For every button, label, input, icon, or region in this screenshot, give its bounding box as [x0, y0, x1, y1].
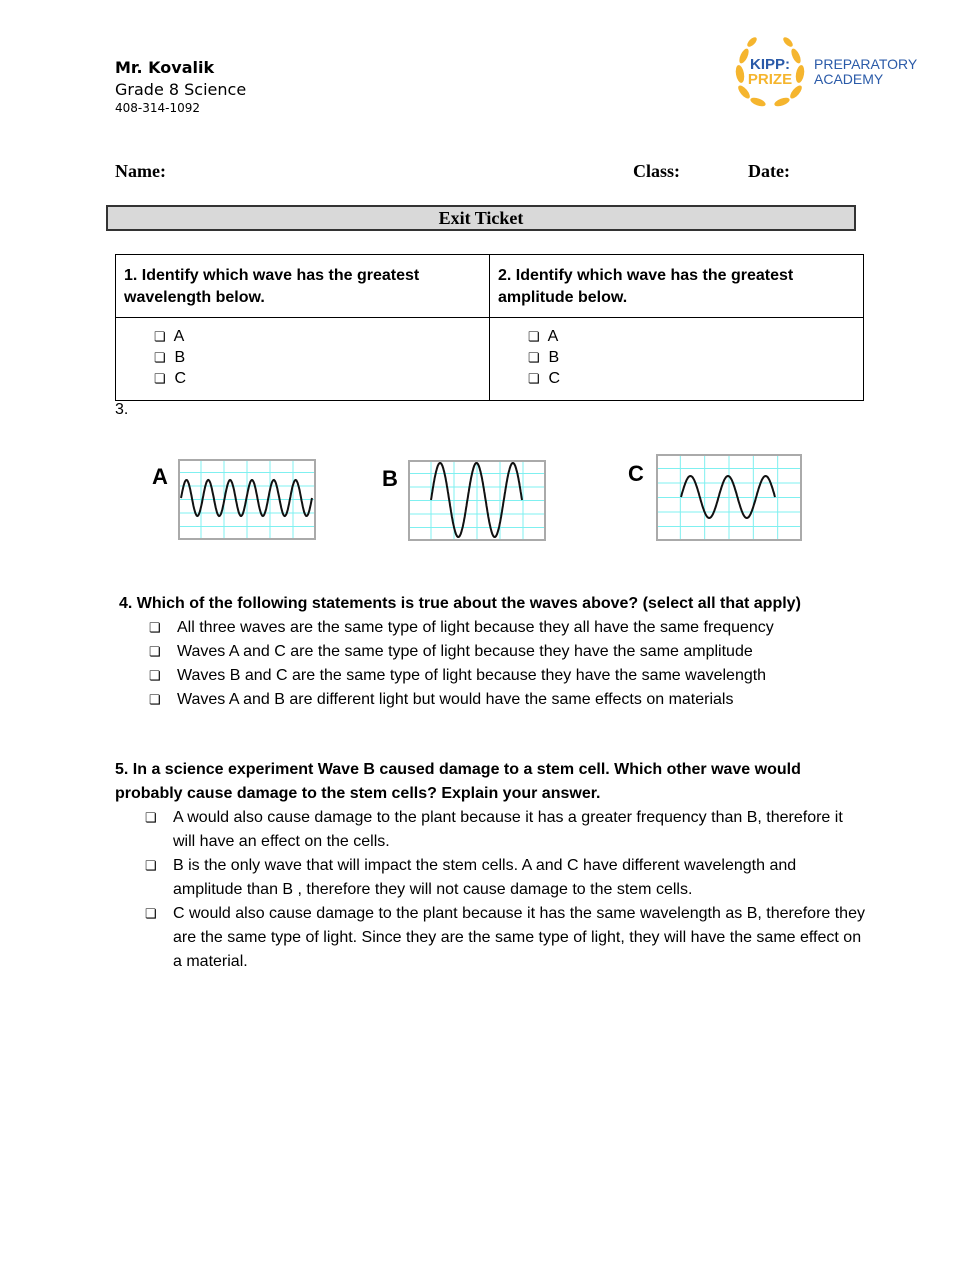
- question-3-number: 3.: [115, 401, 129, 418]
- question-5: [115, 758, 865, 974]
- option-label: A: [173, 328, 185, 345]
- checkbox-icon[interactable]: ❏: [154, 350, 166, 365]
- option-text: Waves A and C are the same type of light because they have the same amplitude: [177, 643, 753, 660]
- q1-option-b[interactable]: [124, 347, 481, 368]
- q4-option-4[interactable]: [119, 688, 801, 712]
- svg-text:PREPARATORY: PREPARATORY: [814, 56, 918, 72]
- option-text: A would also cause damage to the plant because it has a greater frequency than B, therefore it will have an effect on the cells.: [173, 809, 843, 850]
- teacher-info: [115, 58, 246, 115]
- checkbox-icon[interactable]: ❏: [528, 350, 540, 365]
- date-label: Date:: [748, 161, 790, 181]
- q1-option-c[interactable]: [124, 368, 481, 389]
- course-name: Grade 8 Science: [115, 80, 247, 99]
- questions-table: [115, 254, 864, 401]
- checkbox-icon[interactable]: ❏: [149, 668, 161, 683]
- wave-c-label: C: [628, 461, 644, 486]
- q4-option-1[interactable]: [119, 616, 801, 640]
- option-text: C would also cause damage to the plant because it has the same wavelength as B, therefore they are the same type of light. Since they are the same type of light, they will have the same effect on a material.: [173, 905, 865, 970]
- q2-option-a[interactable]: [498, 326, 855, 347]
- phone-number: 408-314-1092: [115, 101, 201, 115]
- question-4-text: 4. Which of the following statements is true about the waves above? (select all that apply): [119, 595, 801, 612]
- checkbox-icon[interactable]: ❏: [154, 329, 166, 344]
- question-1: 1. Identify which wave has the greatest wavelength below.: [116, 255, 490, 318]
- question-2: 2. Identify which wave has the greatest amplitude below.: [490, 255, 864, 318]
- checkbox-icon[interactable]: ❏: [528, 329, 540, 344]
- option-text: Waves B and C are the same type of light because they have the same wavelength: [177, 667, 767, 684]
- option-label: B: [548, 349, 560, 366]
- checkbox-icon[interactable]: ❏: [149, 692, 161, 707]
- q2-option-c[interactable]: [498, 368, 855, 389]
- q5-option-2[interactable]: [115, 854, 865, 902]
- q5-option-3[interactable]: [115, 902, 865, 974]
- wave-c-graph: [656, 454, 802, 541]
- q1-option-a[interactable]: [124, 326, 481, 347]
- q4-option-2[interactable]: [119, 640, 801, 664]
- name-label: Name:: [115, 161, 166, 181]
- teacher-name: Mr. Kovalik: [115, 58, 215, 77]
- checkbox-icon[interactable]: ❏: [145, 858, 157, 873]
- wave-a-label: A: [152, 464, 168, 489]
- checkbox-icon[interactable]: ❏: [528, 371, 540, 386]
- checkbox-icon[interactable]: ❏: [145, 906, 157, 921]
- option-label: B: [174, 349, 186, 366]
- wave-b-label: B: [382, 466, 398, 491]
- svg-text:ACADEMY: ACADEMY: [814, 71, 884, 87]
- option-label: C: [548, 370, 561, 387]
- checkbox-icon[interactable]: ❏: [145, 810, 157, 825]
- checkbox-icon[interactable]: ❏: [149, 644, 161, 659]
- svg-text:KIPP:: KIPP:: [749, 56, 791, 73]
- exit-ticket-title: Exit Ticket: [106, 205, 856, 231]
- class-label: Class:: [633, 161, 681, 181]
- wave-b-graph: [408, 460, 546, 541]
- wave-a-graph: [178, 459, 316, 540]
- option-text: All three waves are the same type of light because they all have the same frequency: [177, 619, 774, 636]
- q2-option-b[interactable]: [498, 347, 855, 368]
- option-label: C: [174, 370, 187, 387]
- q4-option-3[interactable]: [119, 664, 801, 688]
- checkbox-icon[interactable]: ❏: [154, 371, 166, 386]
- checkbox-icon[interactable]: ❏: [149, 620, 161, 635]
- kipp-logo: [728, 34, 918, 110]
- question-5-text: 5. In a science experiment Wave B caused damage to a stem cell. Which other wave would probably cause damage to the stem cells? Explain your answer.: [115, 761, 801, 802]
- svg-text:PRIZE: PRIZE: [747, 71, 793, 88]
- question-4: [119, 592, 801, 712]
- option-text: Waves A and B are different light but would have the same effects on materials: [177, 691, 734, 708]
- option-label: A: [547, 328, 559, 345]
- option-text: B is the only wave that will impact the stem cells. A and C have different wavelength and amplitude than B , therefore they will not cause damage to the stem cells.: [173, 857, 797, 898]
- q5-option-1[interactable]: [115, 806, 865, 854]
